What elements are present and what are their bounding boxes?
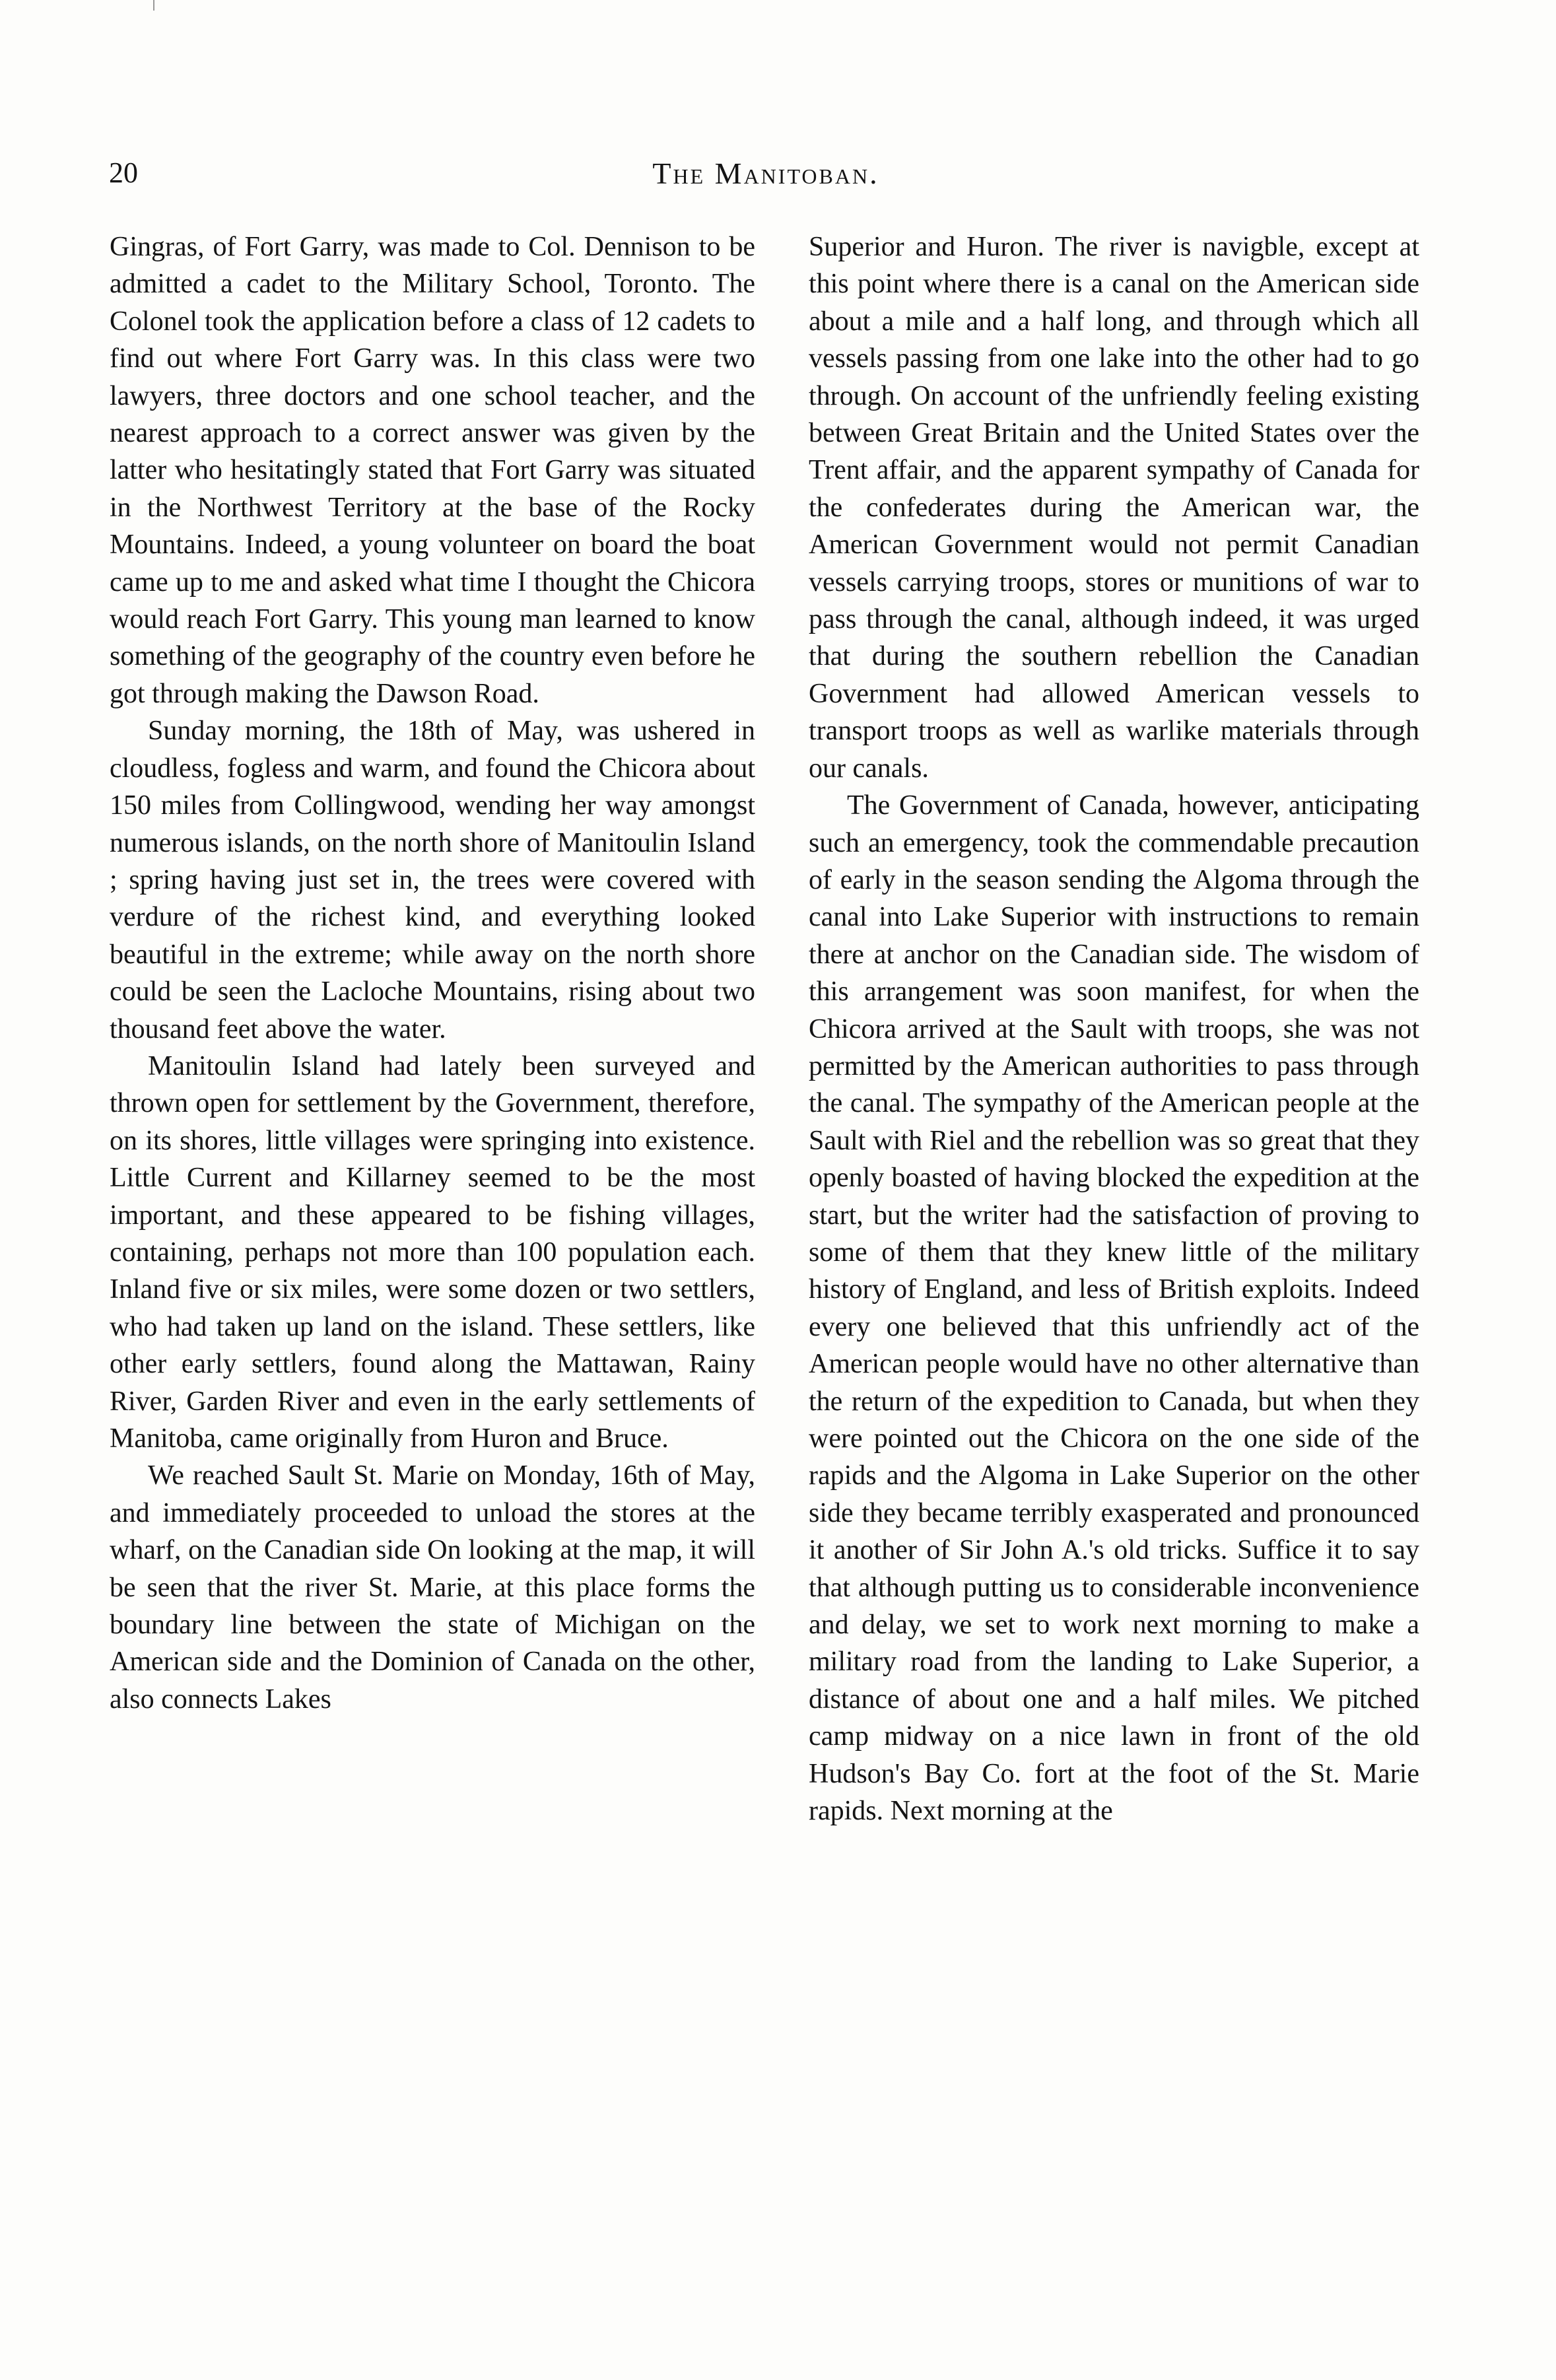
paragraph: Superior and Huron. The river is navigble, except at this point where there is a canal on the American side about a mile and a half long, and through which all vessels passing from one lake into the other had to go through. On account of the unfriendly feeling existing between Great Britain and the United States over the Trent affair, and the apparent sympathy of Canada for the confederates during the American war, the American Government would not permit Canadian vessels carrying troops, stores or munitions of war to pass through the canal, although indeed, it was urged that during the southern rebellion the Canadian Government had allowed American vessels to transport troops as well as warlike materials through our canals.: [809, 232, 1419, 784]
scan-mark: [153, 0, 154, 11]
paragraph: Manitoulin Island had lately been surveyed and thrown open for settlement by the Government, therefore, on its shores, little villages were springing into existence. Little Current and Killarney seemed to be the most important, and these appeared to be fishing villages, containing, perhaps not more than 100 population each. Inland five or six miles, were some dozen or two settlers, who had taken up land on the island. These settlers, like other early settlers, found along the Mattawan, Rainy River, Garden River and even in the early settlements of Manitoba, came originally from Huron and Bruce.: [110, 1050, 755, 1454]
left-column: [110, 228, 755, 1718]
paragraph: The Government of Canada, however, anticipating such an emergency, took the commendable precaution of early in the season sending the Algoma through the canal into Lake Superior with instructions to remain there at anchor on the Canadian side. The wisdom of this arrangement was soon manifest, for when the Chicora arrived at the Sault with troops, she was not permitted by the American authorities to pass through the canal. The sympathy of the American people at the Sault with Riel and the rebellion was so great that they openly boasted of having blocked the expedition at the start, but the writer had the satisfaction of proving to some of them that they knew little of the military history of England, and less of British exploits. Indeed every one believed that this unfriendly act of the American people would have no other alternative than the return of the expedition to Canada, but when they were pointed out the Chicora on the one side of the rapids and the Algoma in Lake Superior on the other side they became terribly exasperated and pronounced it another of Sir John A.'s old tricks. Suffice it to say that although putting us to considerable inconvenience and delay, we set to work next morning to make a military road from the landing to Lake Superior, a distance of about one and a half miles. We pitched camp midway on a nice lawn in front of the old Hudson's Bay Co. fort at the foot of the St. Marie rapids. Next morning at the: [809, 790, 1419, 1827]
page-number: 20: [109, 156, 138, 189]
paragraph: Sunday morning, the 18th of May, was ushered in cloudless, fogless and warm, and found the Chicora about 150 miles from Collingwood, wending her way amongst numerous islands, on the north shore of Manitoulin Island ; spring having just set in, the trees were covered with verdure of the richest kind, and everything looked beautiful in the extreme; while away on the north shore could be seen the Lacloche Mountains, rising about two thousand feet above the water.: [110, 716, 755, 1044]
page-header: [109, 156, 1423, 195]
running-head: The Manitoban.: [652, 156, 879, 190]
paragraph: Gingras, of Fort Garry, was made to Col. Dennison to be admitted a cadet to the Military School, Toronto. The Colonel took the application before a class of 12 cadets to find out where Fort Garry was. In this class were two lawyers, three doctors and one school teacher, and the nearest approach to a correct answer was given by the latter who hesitatingly stated that Fort Garry was situated in the Northwest Territory at the base of the Rocky Mountains. Indeed, a young volunteer on board the boat came up to me and asked what time I thought the Chicora would reach Fort Garry. This young man learned to know something of the geography of the country even before he got through making the Dawson Road.: [110, 232, 755, 709]
paragraph: We reached Sault St. Marie on Monday, 16th of May, and immediately proceeded to unload the stores at the wharf, on the Canadian side On looking at the map, it will be seen that the river St. Marie, at this place forms the boundary line between the state of Michigan on the American side and the Dominion of Canada on the other, also connects Lakes: [110, 1460, 755, 1715]
right-column: [809, 228, 1419, 1829]
